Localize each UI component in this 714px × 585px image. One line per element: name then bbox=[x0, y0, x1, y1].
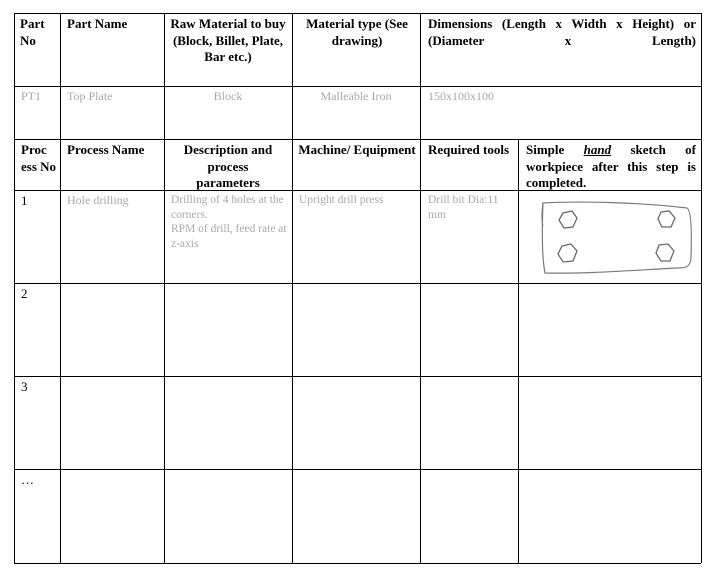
header-tools: Required tools bbox=[428, 142, 510, 157]
process-description-1 bbox=[171, 193, 289, 251]
machine-1: Upright drill press bbox=[299, 194, 384, 206]
header-sketch bbox=[526, 142, 696, 192]
row-divider-2 bbox=[14, 376, 701, 377]
header-sketch-rest: sketch of workpiece after this step is completed. bbox=[526, 142, 697, 190]
process-description-1-line1: Drilling of 4 holes at the corners. bbox=[171, 194, 284, 221]
col-line-2 bbox=[164, 13, 165, 563]
header-part-name: Part Name bbox=[67, 16, 128, 31]
process-no-2: 2 bbox=[21, 286, 28, 301]
left-border bbox=[14, 13, 15, 563]
process-no-1: 1 bbox=[21, 193, 28, 208]
header-description: Description and process parameters bbox=[183, 142, 273, 190]
dimensions-value: 150x100x100 bbox=[428, 89, 494, 103]
material-type-value: Malleable Iron bbox=[320, 89, 392, 103]
header-raw-material: Raw Material to buy (Block, Billet, Plate, Bar etc.) bbox=[170, 16, 286, 64]
row-divider-3 bbox=[14, 469, 701, 470]
col-line-1 bbox=[60, 13, 61, 563]
header-dimensions-text: Dimensions (Length x Width x Height) or (Diameter x Length) bbox=[428, 16, 696, 48]
header-process-no: Proc ess No bbox=[21, 142, 57, 174]
col-line-5 bbox=[518, 139, 519, 563]
header-dimensions bbox=[428, 16, 696, 49]
table-bottom-border bbox=[14, 563, 701, 564]
row-divider-1 bbox=[14, 283, 701, 284]
table-top-border bbox=[14, 13, 701, 14]
plate-with-four-holes-sketch-icon bbox=[537, 198, 695, 278]
part-no-value: PT1 bbox=[21, 89, 42, 103]
header-material-type: Material type (See drawing) bbox=[306, 16, 408, 48]
right-border bbox=[701, 13, 702, 563]
col-line-4 bbox=[420, 13, 421, 563]
part-name-value: Top Plate bbox=[67, 89, 113, 103]
tools-1: Drill bit Dia:11 mm bbox=[428, 194, 499, 221]
row-divider-header bbox=[14, 86, 701, 87]
process-no-3: 3 bbox=[21, 379, 28, 394]
process-name-1: Hole drilling bbox=[67, 193, 129, 207]
header-process-name: Process Name bbox=[67, 142, 145, 157]
header-machine: Machine/ Equipment bbox=[298, 142, 416, 157]
process-description-1-line2: RPM of drill, feed rate at z-axis bbox=[171, 223, 287, 250]
table-divider bbox=[14, 139, 701, 140]
col-line-3 bbox=[292, 13, 293, 563]
raw-material-value: Block bbox=[213, 89, 243, 103]
header-sketch-emphasis: hand bbox=[583, 142, 612, 157]
process-no-4: … bbox=[21, 472, 34, 487]
header-part-no: Part No bbox=[20, 16, 45, 48]
header-sketch-prefix: Simple bbox=[526, 142, 565, 157]
